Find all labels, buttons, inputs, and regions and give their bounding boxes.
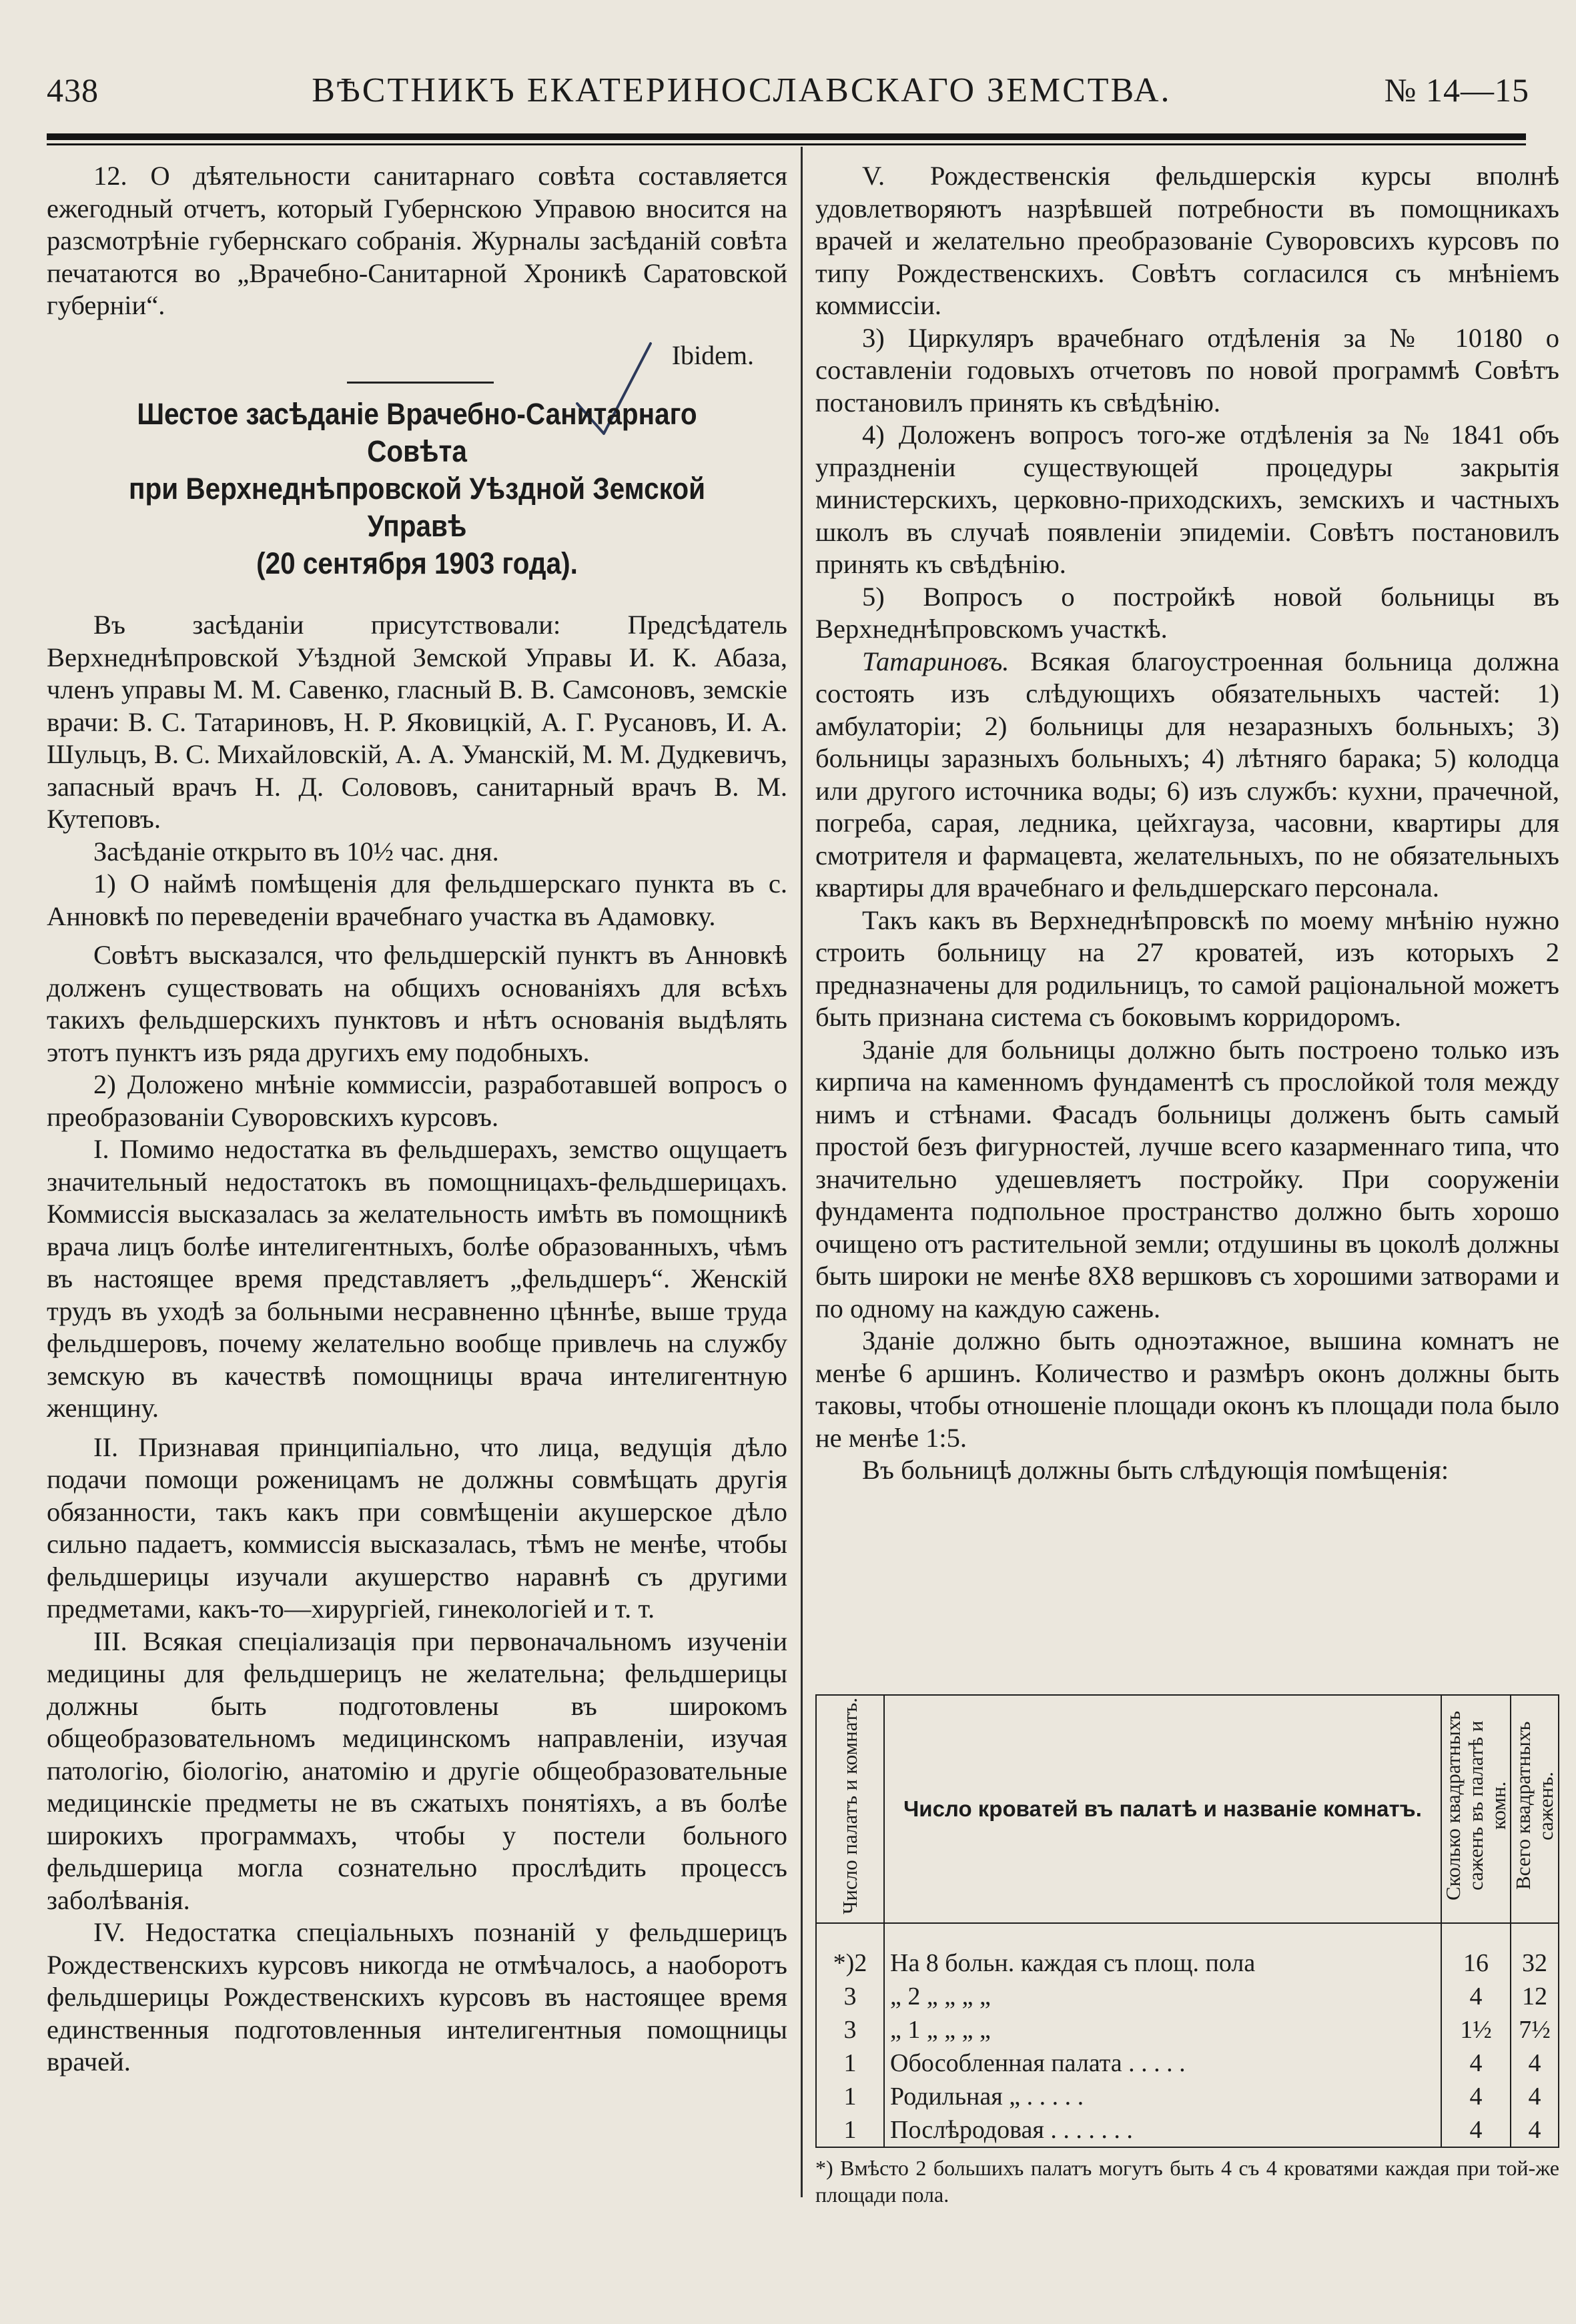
point-iv: IV. Недостатка спеціальныхъ познаній у фельдшерицъ Рождественскихъ курсовъ никогда не отмѣчалось, а наоборотъ фельдшерицы Рождественскихъ курсовъ въ настоящее время единственныя подготовленныя интелигентныя помощницы врачей. bbox=[47, 1917, 787, 2077]
ibidem-note: Ibidem. bbox=[671, 340, 754, 370]
table-header-total: Всего квадратныхъ саженъ. bbox=[1511, 1695, 1559, 1923]
header-rule-thin bbox=[47, 143, 1526, 145]
point-i: I. Помимо недостатка въ фельдшерахъ, земство ощущаетъ значительный недостатокъ въ помощницахъ-фельдшерицахъ. Коммиссія высказалась за желательность имѣть въ помощникѣ врача лицъ болѣе интелигентныхъ, болѣе образованныхъ, чѣмъ въ настоящее время представляетъ „фельдшеръ“. Женскій трудъ въ уходѣ за больными несравненно цѣннѣе, выше труда фельдшеровъ, почему желательно вообще привлечь на службу земскую въ качествѣ помощницы врача интелигентную женщину. bbox=[47, 1134, 787, 1423]
item-4: 4) Доложенъ вопросъ того-же отдѣленія за № 1841 объ упраздненіи существующей процедуры закрытія министерскихъ, церковно-приходскихъ, земскихъ и частныхъ школъ въ случаѣ появленіи эпидеміи. Совѣтъ постановилъ принять къ свѣдѣнію. bbox=[815, 420, 1559, 579]
page-header bbox=[47, 63, 1529, 117]
table-row: 3 „ 1 „ „ „ „ 1½ 7½ bbox=[816, 2013, 1559, 2047]
table-row: 1 Послѣродовая . . . . . . . 4 4 bbox=[816, 2113, 1559, 2147]
table-footnote: *) Вмѣсто 2 большихъ палатъ могутъ быть 4 съ 4 кроватями каждая при той-же площади пола. bbox=[815, 2156, 1559, 2207]
speaker-name: Татариновъ. bbox=[862, 646, 1010, 676]
heading-line: при Верхнеднѣпровской Уѣздной Земской Управѣ bbox=[129, 472, 705, 543]
page-number: 438 bbox=[47, 71, 99, 109]
table-row: 1 Обособленная палата . . . . . 4 4 bbox=[816, 2047, 1559, 2080]
left-column bbox=[47, 160, 787, 2079]
attendees-paragraph: Въ засѣданіи присутствовали: Предсѣдатель Верхнеднѣпровской Уѣздной Земской Управы И. К. Абаза, членъ управы М. М. Савенко, гласный В. В. Самсоновъ, земскіе врачи: В. С. Татариновъ, Н. Р. Яковицкій, А. Г. Русановъ, И. А. Шульцъ, В. С. Михайловскій, А. А. Уманскій, М. М. Дудкевичъ, запасный врачъ Н. Д. Солововъ, санитарный врачъ В. М. Кутеповъ. bbox=[47, 610, 787, 834]
hospital-beds-paragraph: Такъ какъ въ Верхнеднѣпровскѣ по моему мнѣнію нужно строить больницу на 27 кроватей, изъ которыхъ 2 предназначены для родильницъ, то самой раціональной можетъ быть признана система съ боковымъ корридоромъ. bbox=[815, 905, 1559, 1032]
heading-line: (20 сентября 1903 года). bbox=[256, 546, 578, 580]
intro-paragraph: 12. О дѣятельности санитарнаго совѣта составляется ежегодный отчетъ, который Губернскою Управою вносится на разсмотрѣніе губернскаго собранія. Журналы засѣданій совѣта печатаются во „Врачебно-Санитарной Хроникѣ Саратовской губерніи“. bbox=[47, 161, 787, 320]
table-header-count: Число палатъ и комнатъ. bbox=[816, 1695, 884, 1923]
rooms-intro: Въ больницѣ должны быть слѣдующія помѣщенія: bbox=[862, 1455, 1449, 1485]
item-3: 3) Циркуляръ врачебнаго отдѣленія за № 10180 о составленіи годовыхъ отчетовъ по новой программѣ Совѣтъ постановилъ принять къ свѣдѣнію. bbox=[815, 322, 1559, 418]
speaker-text: Всякая благоустроенная больница должна состоять изъ слѣдующихъ обязательныхъ частей: 1) амбулаторіи; 2) больницы для незаразныхъ больныхъ; 3) больницы заразныхъ больныхъ; 4) лѣтняго барака; 5) колодца или другого источника воды; 6) изъ службъ: кухни, прачечной, погреба, сарая, ледника, цейхгауза, часовни, квартиры для смотрителя и фармацевта, желательныхъ, по не обязательныхъ квартиры для врачебнаго и фельдшерскаго персонала. bbox=[815, 646, 1560, 903]
point-v: V. Рождественскія фельдшерскія курсы вполнѣ удовлетворяютъ назрѣвшей потребности въ помощникахъ врачей и желательно преобразованіе Суворовсихъ курсовъ по типу Рождественскихъ. Совѣтъ согласился съ мнѣніемъ коммиссіи. bbox=[815, 161, 1559, 320]
table-row: 3 „ 2 „ „ „ „ 4 12 bbox=[816, 1980, 1559, 2013]
floors-paragraph: Зданіе должно быть одноэтажное, вышина комнатъ не менѣе 6 аршинъ. Количество и размѣръ оконъ должны быть таковы, чтобы отношеніе площади оконъ къ площади пола было не менѣе 1:5. bbox=[815, 1325, 1559, 1453]
heading-line: Шестое засѣданіе Врачебно-Санитарнаго Совѣта bbox=[137, 397, 697, 468]
tatarinov-paragraph bbox=[815, 646, 1559, 905]
right-column bbox=[815, 160, 1559, 1487]
item-1: 1) О наймѣ помѣщенія для фельдшерскаго пункта въ с. Анновкѣ по переведеніи врачебнаго участка въ Адамовку. bbox=[47, 868, 787, 931]
session-heading bbox=[84, 396, 751, 582]
item-5: 5) Вопросъ о постройкѣ новой больницы въ Верхнеднѣпровскомъ участкѣ. bbox=[815, 581, 1559, 644]
table-row: *)2 На 8 больн. каждая съ площ. пола 16 32 bbox=[816, 1923, 1559, 1980]
journal-title: ВѢСТНИКЪ ЕКАТЕРИНОСЛАВСКАГО ЗЕМСТВА. bbox=[312, 71, 1172, 109]
council-opinion: Совѣтъ высказался, что фельдшерскій пунктъ въ Анновкѣ долженъ существовать на общихъ основаніяхъ для всѣхъ такихъ фельдшерскихъ пунктовъ и нѣтъ основанія выдѣлять этотъ пунктъ изъ ряда другихъ ему подобныхъ. bbox=[47, 940, 787, 1067]
opening-time: Засѣданіе открыто въ 10½ час. дня. bbox=[93, 836, 499, 866]
item-2: 2) Доложено мнѣніе коммиссіи, разработавшей вопросъ о преобразованіи Суворовскихъ курсовъ. bbox=[47, 1069, 787, 1132]
issue-number: № 14—15 bbox=[1384, 71, 1529, 109]
rooms-table bbox=[815, 1694, 1559, 2208]
table-header-name: Число кроватей въ палатѣ и названіе комнатъ. bbox=[884, 1695, 1441, 1923]
point-iii: III. Всякая спеціализація при первоначальномъ изученіи медицины для фельдшерицъ не желательна; фельдшерицы должны быть подготовлены въ широкомъ общеобразовательномъ медицинскомъ направленіи, изучая патологію, біологію, анатомію и другіе общеобразовательные медицинскіе предметы не въ сжатыхъ понятіяхъ, а въ болѣе широкихъ программахъ, чтобы у постели больного фельдшерица могла сознательно прослѣдить процессъ заболѣванія. bbox=[47, 1626, 787, 1915]
table-header-area: Сколько квадратныхъ саженъ въ палатѣ и комн. bbox=[1441, 1695, 1511, 1923]
table-row: 1 Родильная „ . . . . . 4 4 bbox=[816, 2080, 1559, 2113]
column-divider bbox=[801, 147, 803, 2197]
point-ii: II. Признавая принципіально, что лица, ведущія дѣло подачи помощи роженицамъ не должны совмѣщать другія обязанности, такъ какъ при совмѣщеніи акушерское дѣло сильно падаетъ, коммиссія высказалась, тѣмъ не менѣе, чтобы фельдшерицы изучали акушерство наравнѣ съ другими предметами, какъ-то—хирургіей, гинекологіей и т. т. bbox=[47, 1431, 787, 1624]
header-rule-thick bbox=[47, 133, 1526, 140]
building-paragraph: Зданіе для больницы должно быть построено только изъ кирпича на каменномъ фундаментѣ съ прослойкой толя между нимъ и стѣнами. Фасадъ больницы долженъ быть самый простой безъ фигурностей, лучше всего казарменнаго типа, что значительно удешевляетъ постройку. При сооруженіи фундамента подпольное пространство должно быть хорошо очищено отъ растительной земли; отдушины въ цоколѣ должны быть широки не менѣе 8Х8 вершковъ съ хорошими затворами и по одному на каждую сажень. bbox=[815, 1034, 1559, 1323]
